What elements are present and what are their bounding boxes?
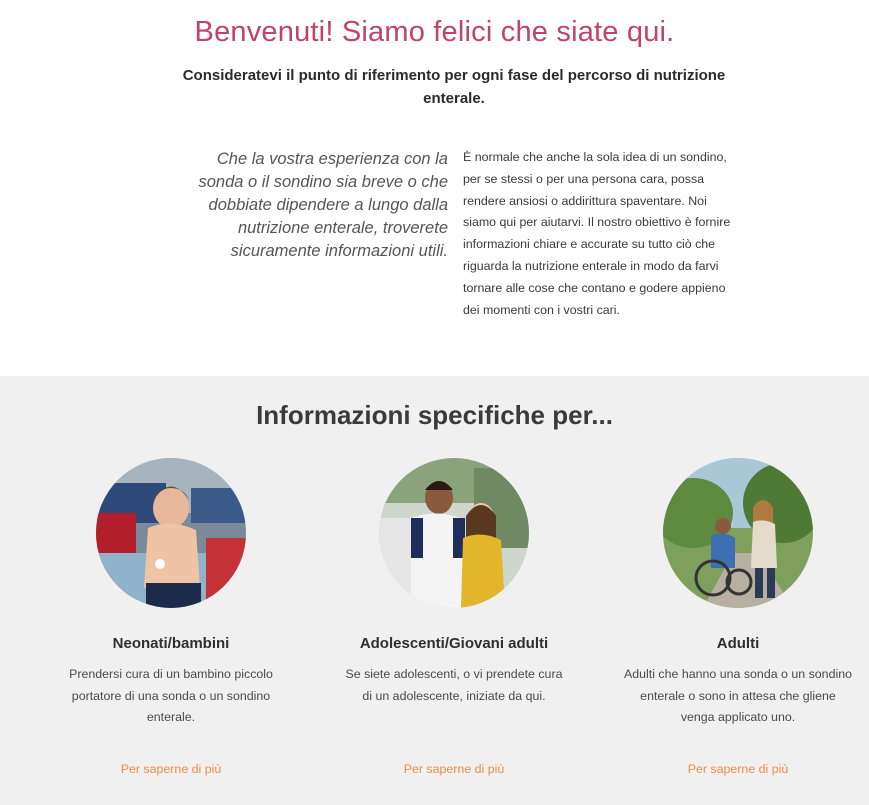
learn-more-link[interactable]: Per saperne di più [403, 762, 505, 776]
card-title: Adulti [716, 635, 760, 652]
audience-section [0, 376, 869, 805]
card-title: Adolescenti/Giovani adulti [359, 635, 549, 652]
card-description: Adulti che hanno una sonda o un sondino enterale o sono in attesa che gliene venga applicato uno. [623, 667, 853, 724]
learn-more-link[interactable]: Per saperne di più [120, 762, 222, 776]
page-subtitle: Consideratevi il punto di riferimento per ogni fase del percorso di nutrizione enterale. [182, 67, 726, 107]
card-adults [623, 458, 853, 778]
card-teens [339, 458, 569, 778]
learn-more-link[interactable]: Per saperne di più [687, 762, 789, 776]
section-title: Informazioni specifiche per... [256, 400, 613, 430]
intro-quote: Che la vostra esperienza con la sonda o il sondino sia breve o che dobbiate dipendere a lungo dalla nutrizione enterale, troverete sicuramente informazioni utili. [198, 150, 448, 260]
page-title: Benvenuti! Siamo felici che siate qui. [194, 16, 675, 48]
teens-photo[interactable] [379, 458, 529, 608]
children-photo[interactable] [96, 458, 246, 608]
card-title: Neonati/bambini [112, 635, 230, 652]
card-description: Se siete adolescenti, o vi prendete cura di un adolescente, iniziate da qui. [345, 667, 563, 703]
intro-body: È normale che anche la sola idea di un sondino, per se stessi o per una persona cara, possa rendere ansiosi o addirittura spaventare. Noi siamo qui per aiutarvi. Il nostro obiettivo è fornire informazioni chiare e accurate su tutto ciò che riguarda la nutrizione enterale in modo da farvi tornare alle cose che contano e godere appieno dei momenti con i vostri cari. [463, 150, 731, 317]
card-children [56, 458, 286, 778]
adults-photo[interactable] [663, 458, 813, 608]
card-description: Prendersi cura di un bambino piccolo portatore di una sonda o un sondino enterale. [69, 667, 273, 724]
